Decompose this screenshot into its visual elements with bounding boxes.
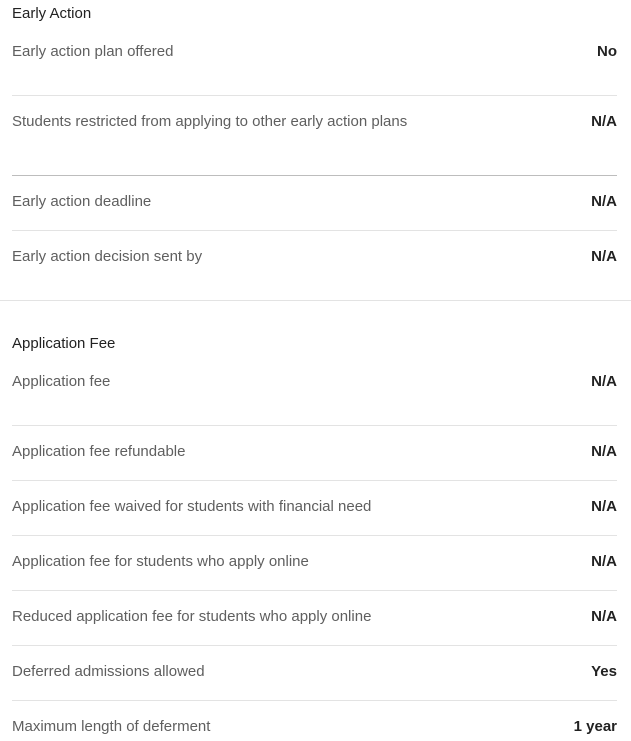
row-value: N/A — [591, 193, 617, 210]
early-action-section — [12, 4, 617, 286]
row-reduced-fee-apply-online — [12, 591, 617, 646]
row-label: Deferred admissions allowed — [12, 663, 205, 680]
row-fee-apply-online — [12, 536, 617, 591]
section-title-early-action: Early Action — [12, 5, 92, 22]
row-value: N/A — [591, 608, 617, 625]
row-restricted-other-ea-plans — [12, 96, 617, 176]
row-max-deferment — [12, 701, 617, 741]
row-application-fee-refundable — [12, 426, 617, 481]
row-value: N/A — [591, 443, 617, 460]
row-value: No — [597, 43, 617, 60]
row-early-action-decision-sent — [12, 231, 617, 286]
row-value: Yes — [591, 663, 617, 680]
row-label: Application fee — [12, 373, 111, 390]
row-label: Reduced application fee for students who apply online — [12, 608, 372, 625]
row-label: Application fee refundable — [12, 443, 186, 460]
section-divider — [0, 300, 631, 301]
row-label: Application fee waived for students with financial need — [12, 498, 372, 515]
row-label: Early action decision sent by — [12, 248, 203, 265]
section-title-application-fee: Application Fee — [12, 335, 116, 352]
row-value: N/A — [591, 113, 617, 130]
row-value: N/A — [591, 248, 617, 265]
row-early-action-plan-offered — [12, 40, 617, 96]
row-application-fee — [12, 370, 617, 426]
row-fee-waived-financial-need — [12, 481, 617, 536]
row-label: Application fee for students who apply online — [12, 553, 309, 570]
row-deferred-admissions — [12, 646, 617, 701]
row-label: Early action plan offered — [12, 43, 174, 60]
row-value: N/A — [591, 373, 617, 390]
row-label: Students restricted from applying to other early action plans — [12, 113, 408, 130]
row-label: Maximum length of deferment — [12, 718, 211, 735]
application-fee-section — [12, 334, 617, 741]
row-early-action-deadline — [12, 176, 617, 231]
row-label: Early action deadline — [12, 193, 152, 210]
row-value: N/A — [591, 498, 617, 515]
row-value: N/A — [591, 553, 617, 570]
row-value: 1 year — [573, 718, 617, 735]
